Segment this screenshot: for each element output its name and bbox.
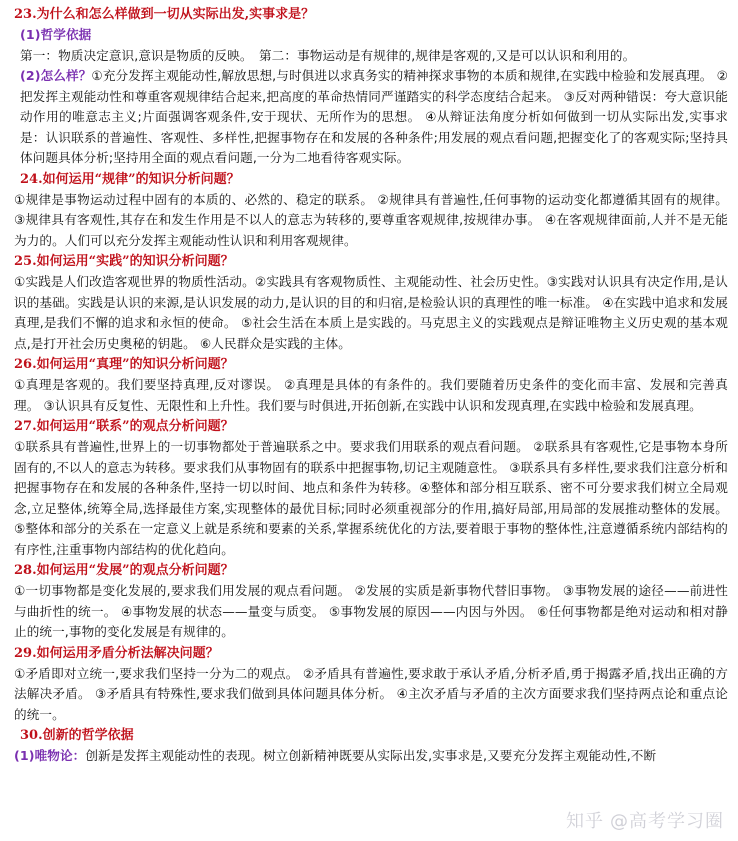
section-title: 26.如何运用“真理”的知识分析问题？ — [14, 357, 234, 372]
label: (1)哲学依据 — [20, 27, 92, 42]
paragraph: ①真理是客观的。我们要坚持真理,反对谬误。 ②真理是具体的有条件的。我们要随着历史条件的变化而丰富、发展和完善真理。 ③认识具有反复性、无限性和上升性。我们要与时俱进,开拓创新,在实践中认识和发现真理,在实践中检验和发展真理。 — [14, 377, 728, 413]
label: (2)怎么样？ — [20, 68, 92, 83]
section-30 — [14, 725, 728, 767]
section-25 — [14, 251, 728, 354]
zhihu-logo: 知乎 — [566, 811, 604, 832]
section-23 — [14, 4, 728, 169]
paragraph: ①矛盾即对立统一,要求我们坚持一分为二的观点。 ②矛盾具有普遍性,要求敢于承认矛盾,分析矛盾,勇于揭露矛盾,找出正确的方法解决矛盾。 ③矛盾具有特殊性,要求我们做到具体问题具体分析。 ④主次矛盾与矛盾的主次方面要求我们坚持两点论和重点论的统一。 — [14, 665, 728, 722]
paragraph — [14, 46, 728, 67]
section-29 — [14, 643, 728, 726]
section-title: 23.为什么和怎么样做到一切从实际出发,实事求是？ — [14, 7, 315, 22]
section-title: 24.如何运用“规律”的知识分析问题？ — [20, 171, 240, 187]
text: ①充分发挥主观能动性,解放思想,与时俱进以求真务实的精神探求事物的本质和规律,在实践中检验和发展真理。 ②把发挥主观能动性和尊重客观规律结合起来,把高度的革命热情同严谨踏实的科学态度结合起来。 ③反对两种错误：夸大意识能动作用的唯意志主义;片面强调客观条件,安于现状、无所作为的思想。 ④从辩证法角度分析如何做到一切从实际出发,实事求是：认识联系的普遍性、客观性、多样性,把握事物存在和发展的各种条件;用发展的观点看问题,把握变化了的客观实际;坚持具体问题具体分析;坚持用全面的观点看问题,一分为二地看待客观实际。 — [20, 68, 728, 165]
section-24 — [14, 169, 728, 252]
paragraph: ①联系具有普遍性,世界上的一切事物都处于普遍联系之中。要求我们用联系的观点看问题。 ②联系具有客观性,它是事物本身所固有的,不以人的意志为转移。要求我们从事物固有的联系中把握事物,切记主观随意性。 ③联系具有多样性,要求我们注意分析和把握事物存在和发展的各种条件,坚持一切以时间、地点和条件为转移。④整体和部分相互联系、密不可分要求我们树立全局观念,立足整体,统筹全局,选择最佳方案,实现整体的最优目标;同时必须重视部分的作用,搞好局部,用局部的发展推动整体的发展。 ⑤整体和部分的关系在一定意义上就是系统和要素的关系,掌握系统优化的方法,要着眼于事物的整体性,注意遵循系统内部结构的有序性,注重事物内部结构的优化趋向。 — [14, 439, 728, 557]
section-26 — [14, 354, 728, 416]
section-title: 30.创新的哲学依据 — [20, 728, 134, 743]
watermark-text: @高考学习圈 — [610, 811, 724, 832]
section-title: 28.如何运用“发展”的观点分析问题？ — [14, 563, 234, 578]
paragraph: ①一切事物都是变化发展的,要求我们用发展的观点看问题。 ②发展的实质是新事物代替旧事物。 ③事物发展的途径——前进性与曲折性的统一。 ④事物发展的状态——量变与质变。 ⑤事物发展的原因——内因与外因。 ⑥任何事物都是绝对运动和相对静止的统一,事物的变化发展是有规律的。 — [14, 583, 728, 639]
paragraph — [14, 746, 728, 767]
section-title: 29.如何运用矛盾分析法解决问题？ — [14, 645, 219, 661]
text: 创新是发挥主观能动性的表现。树立创新精神既要从实际出发,实事求是,又要充分发挥主观能动性,不断 — [85, 748, 657, 763]
label: (1)唯物论： — [14, 748, 86, 763]
section-27 — [14, 416, 728, 560]
section-title: 27.如何运用“联系”的观点分析问题？ — [14, 419, 234, 434]
watermark — [566, 807, 724, 833]
paragraph: ①实践是人们改造客观世界的物质性活动。②实践具有客观物质性、主观能动性、社会历史性。③实践对认识具有决定作用,是认识的基础。实践是认识的来源,是认识发展的动力,是认识的目的和归宿,是检验认识的真理性的唯一标准。 ④在实践中追求和发展真理,是我们不懈的追求和永恒的使命。 ⑤社会生活在本质上是实践的。马克思主义的实践观点是辩证唯物主义历史观的基本观点,是打开社会历史奥秘的钥匙。 ⑥人民群众是实践的主体。 — [14, 274, 728, 351]
section-title: 25.如何运用“实践”的知识分析问题？ — [14, 254, 234, 269]
section-28 — [14, 560, 728, 643]
paragraph: ①规律是事物运动过程中固有的本质的、必然的、稳定的联系。 ②规律具有普遍性,任何事物的运动变化都遵循其固有的规律。 ③规律具有客观性,其存在和发生作用是不以人的意志为转移的,要尊重客观规律,按规律办事。 ④在客观规律面前,人并不是无能为力的。人们可以充分发挥主观能动性认识和利用客观规律。 — [14, 191, 728, 248]
subheading — [14, 25, 728, 46]
paragraph — [14, 66, 728, 169]
text: 第一：物质决定意识,意识是物质的反映。 第二：事物运动是有规律的,规律是客观的,又是可以认识和利用的。 — [20, 47, 636, 63]
